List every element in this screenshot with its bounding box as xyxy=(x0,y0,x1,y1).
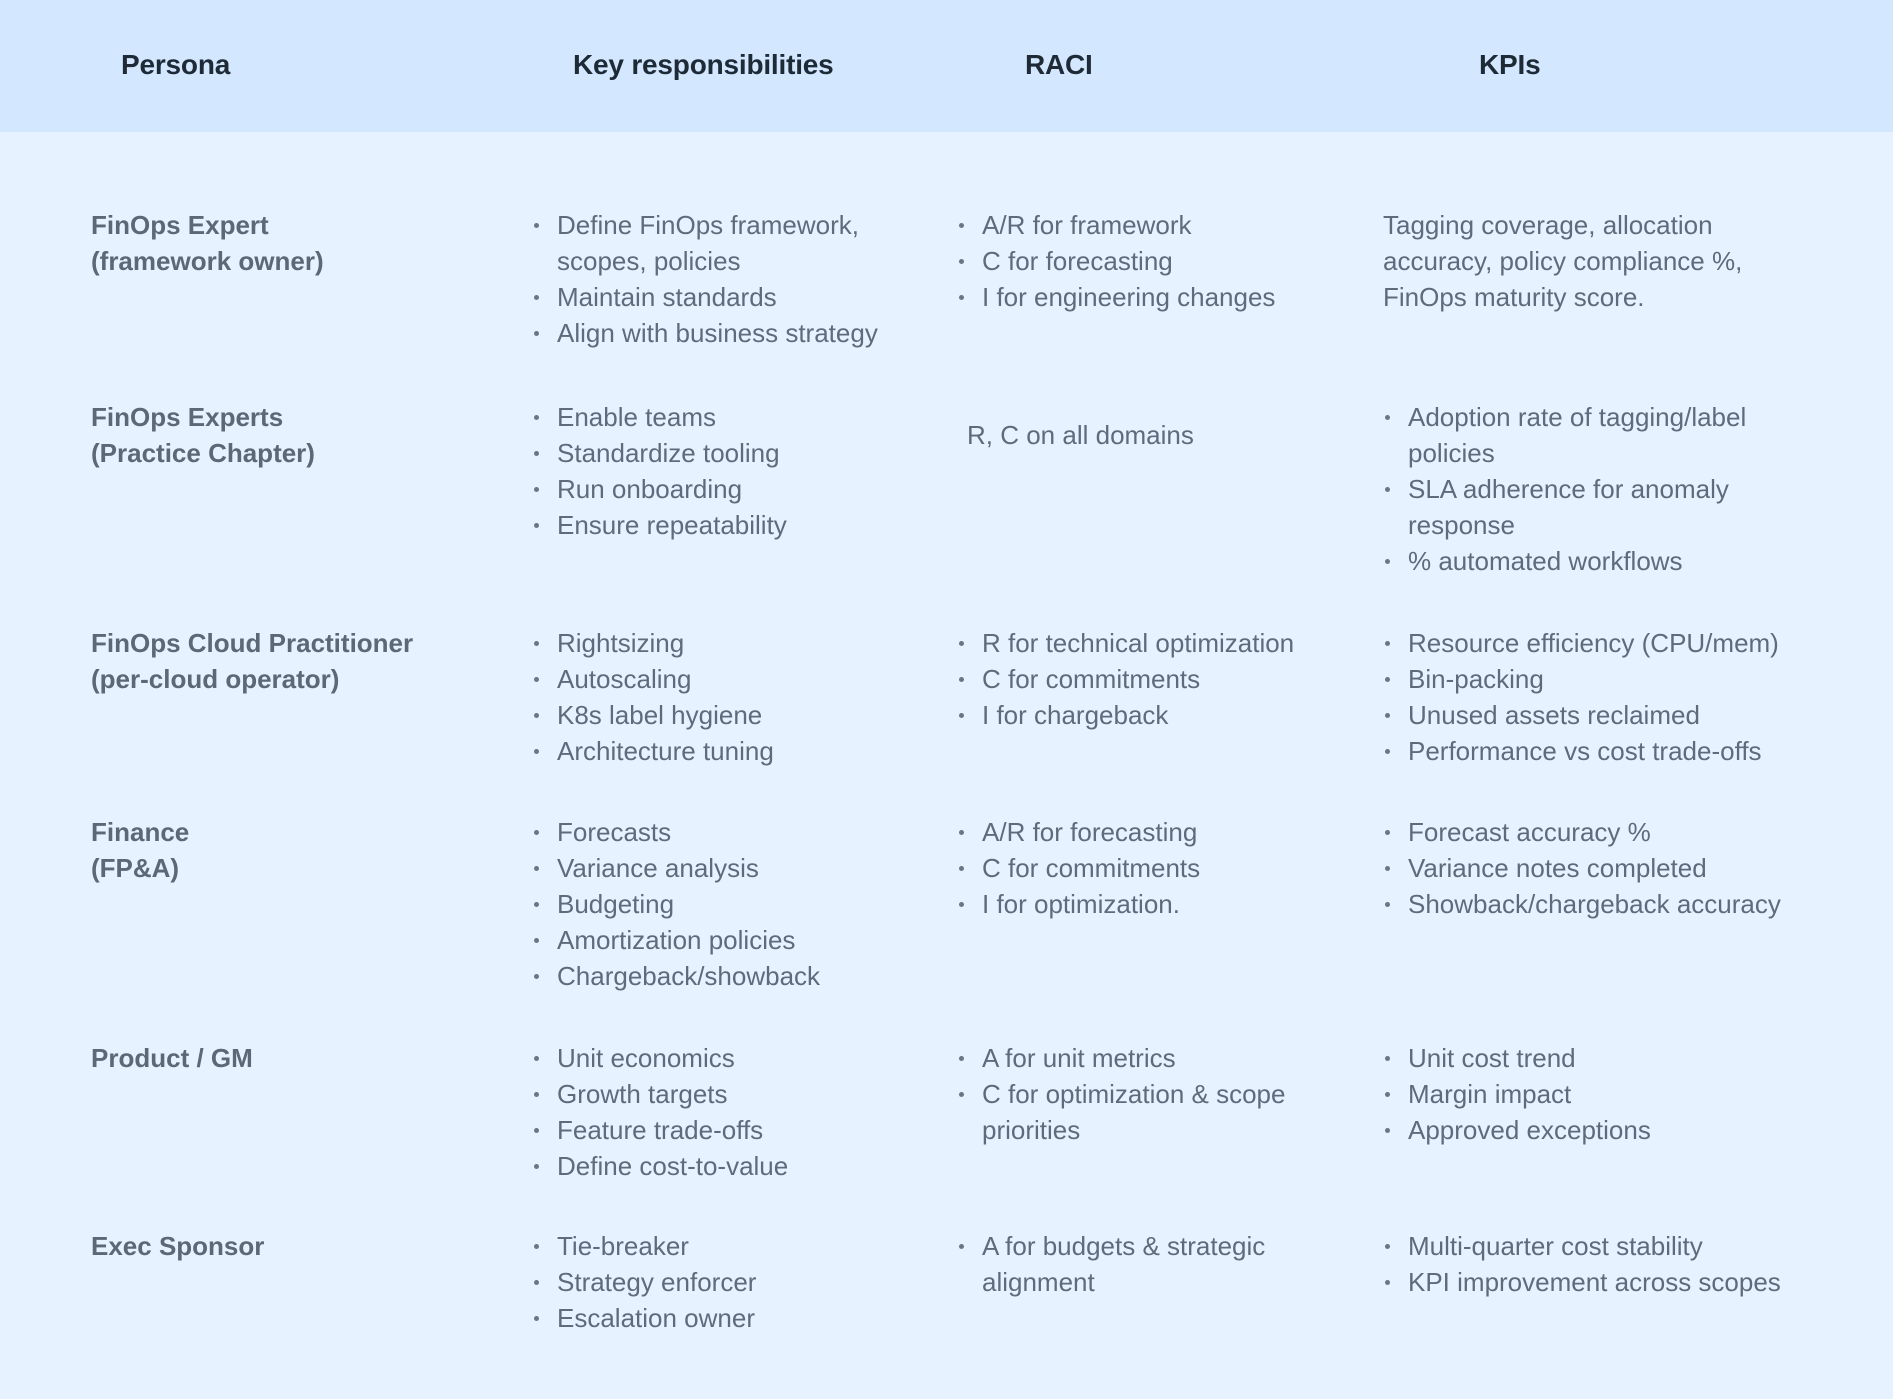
list-item: Margin impact xyxy=(1381,1076,1881,1112)
list-item: Forecast accuracy % xyxy=(1381,814,1881,850)
list-item: A for unit metrics xyxy=(955,1040,1375,1076)
list-item: Unit economics xyxy=(530,1040,950,1076)
persona-name: Finance xyxy=(91,817,190,847)
persona-subtitle: (Practice Chapter) xyxy=(91,438,315,468)
list-item: C for optimization & scope priorities xyxy=(955,1076,1375,1148)
responsibilities-cell xyxy=(530,207,950,351)
raci-cell xyxy=(955,207,1375,315)
raci-list xyxy=(955,814,1375,922)
header-kpis: KPIs xyxy=(1479,49,1541,80)
raci-list xyxy=(955,207,1375,315)
persona-name: Exec Sponsor xyxy=(91,1231,265,1261)
list-item: SLA adherence for anomaly response xyxy=(1381,471,1821,543)
list-item: Standardize tooling xyxy=(530,435,950,471)
kpis-list xyxy=(1381,625,1881,769)
responsibilities-cell xyxy=(530,1228,950,1336)
kpis-cell xyxy=(1381,625,1881,769)
persona-name: FinOps Experts xyxy=(91,402,284,432)
list-item: Unit cost trend xyxy=(1381,1040,1881,1076)
persona-subtitle: (per-cloud operator) xyxy=(91,664,340,694)
kpis-list xyxy=(1381,814,1881,922)
list-item: A/R for forecasting xyxy=(955,814,1375,850)
list-item: Multi-quarter cost stability xyxy=(1381,1228,1881,1264)
responsibilities-list xyxy=(530,207,950,351)
responsibilities-cell xyxy=(530,399,950,543)
list-item: A/R for framework xyxy=(955,207,1375,243)
list-item: A for budgets & strategic alignment xyxy=(955,1228,1375,1300)
list-item: Define cost-to-value xyxy=(530,1148,950,1184)
kpis-cell xyxy=(1381,399,1821,579)
responsibilities-cell xyxy=(530,814,950,994)
list-item: Budgeting xyxy=(530,886,950,922)
list-item: C for forecasting xyxy=(955,243,1375,279)
persona-subtitle: (FP&A) xyxy=(91,853,180,883)
list-item: Ensure repeatability xyxy=(530,507,950,543)
list-item: R for technical optimization xyxy=(955,625,1375,661)
list-item: I for engineering changes xyxy=(955,279,1375,315)
list-item: Bin-packing xyxy=(1381,661,1881,697)
list-item: Align with business strategy xyxy=(530,315,950,351)
raci-cell xyxy=(955,625,1375,733)
list-item: Amortization policies xyxy=(530,922,950,958)
list-item: % automated workflows xyxy=(1381,543,1821,579)
persona-name: Product / GM xyxy=(91,1043,253,1073)
list-item: Variance analysis xyxy=(530,850,950,886)
persona-cell xyxy=(91,1228,511,1264)
header-persona: Persona xyxy=(121,49,231,80)
list-item: Strategy enforcer xyxy=(530,1264,950,1300)
responsibilities-list xyxy=(530,399,950,543)
persona-cell xyxy=(91,207,511,279)
list-item: Architecture tuning xyxy=(530,733,950,769)
list-item: Rightsizing xyxy=(530,625,950,661)
persona-name: FinOps Expert xyxy=(91,210,269,240)
responsibilities-list xyxy=(530,1040,950,1184)
list-item: C for commitments xyxy=(955,661,1375,697)
persona-name: FinOps Cloud Practitioner xyxy=(91,628,414,658)
kpis-cell: Tagging coverage, allocation accuracy, policy compliance %, FinOps maturity score. xyxy=(1383,210,1743,312)
raci-list xyxy=(955,1228,1375,1300)
header-raci: RACI xyxy=(1025,49,1093,80)
list-item: Define FinOps framework, scopes, policies xyxy=(530,207,950,279)
kpis-cell xyxy=(1381,1228,1881,1300)
persona-cell xyxy=(91,625,511,697)
persona-cell xyxy=(91,1040,511,1076)
list-item: Variance notes completed xyxy=(1381,850,1881,886)
list-item: Feature trade-offs xyxy=(530,1112,950,1148)
list-item: Resource efficiency (CPU/mem) xyxy=(1381,625,1881,661)
kpis-list xyxy=(1381,1040,1881,1148)
list-item: Tie-breaker xyxy=(530,1228,950,1264)
responsibilities-list xyxy=(530,625,950,769)
list-item: Growth targets xyxy=(530,1076,950,1112)
list-item: Performance vs cost trade-offs xyxy=(1381,733,1881,769)
list-item: Approved exceptions xyxy=(1381,1112,1881,1148)
persona-cell xyxy=(91,814,511,886)
responsibilities-list xyxy=(530,1228,950,1336)
list-item: Unused assets reclaimed xyxy=(1381,697,1881,733)
list-item: Adoption rate of tagging/label policies xyxy=(1381,399,1821,471)
list-item: KPI improvement across scopes xyxy=(1381,1264,1881,1300)
list-item: Escalation owner xyxy=(530,1300,950,1336)
list-item: C for commitments xyxy=(955,850,1375,886)
raci-cell xyxy=(955,1040,1375,1148)
persona-cell xyxy=(91,399,511,471)
responsibilities-list xyxy=(530,814,950,994)
responsibilities-cell xyxy=(530,1040,950,1184)
raci-cell xyxy=(955,1228,1375,1300)
list-item: Enable teams xyxy=(530,399,950,435)
raci-cell: R, C on all domains xyxy=(967,420,1194,450)
kpis-list xyxy=(1381,399,1821,579)
list-item: Autoscaling xyxy=(530,661,950,697)
list-item: K8s label hygiene xyxy=(530,697,950,733)
list-item: I for chargeback xyxy=(955,697,1375,733)
persona-subtitle: (framework owner) xyxy=(91,246,324,276)
list-item: Chargeback/showback xyxy=(530,958,950,994)
raci-cell xyxy=(955,814,1375,922)
responsibilities-cell xyxy=(530,625,950,769)
raci-list xyxy=(955,1040,1375,1148)
kpis-cell xyxy=(1381,814,1881,922)
list-item: Run onboarding xyxy=(530,471,950,507)
raci-list xyxy=(955,625,1375,733)
list-item: Forecasts xyxy=(530,814,950,850)
list-item: Maintain standards xyxy=(530,279,950,315)
kpis-list xyxy=(1381,1228,1881,1300)
kpis-cell xyxy=(1381,1040,1881,1148)
list-item: Showback/chargeback accuracy xyxy=(1381,886,1881,922)
header-responsibilities: Key responsibilities xyxy=(573,49,834,80)
list-item: I for optimization. xyxy=(955,886,1375,922)
table-header xyxy=(0,0,1893,132)
